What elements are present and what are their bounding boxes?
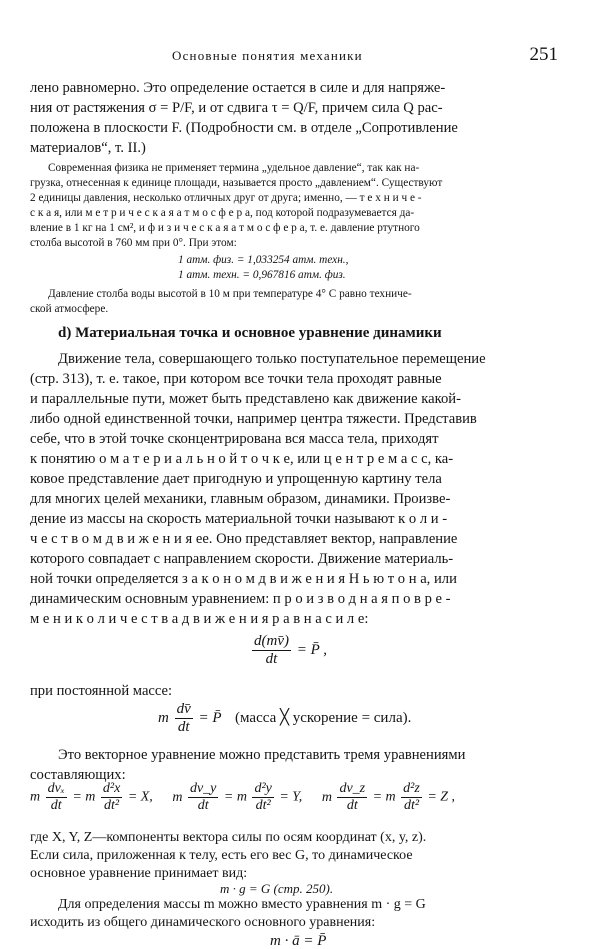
- eq3z-m: m: [321, 789, 332, 805]
- equation-momentum: [250, 634, 327, 667]
- para1-line-4: материалов“, т. II.): [30, 140, 146, 156]
- para2-line-10: ч е с т в о м д в и ж е н и я ее. Оно представляет вектор, направление: [30, 531, 458, 547]
- eq3y-m: m: [172, 789, 183, 805]
- eq3x-frac2: [101, 782, 122, 813]
- page-number: 251: [529, 44, 558, 65]
- eq3z-rhs: = Z ,: [427, 789, 456, 805]
- eq3y-frac1: [188, 782, 218, 813]
- eq3x-den2: dt²: [104, 798, 120, 813]
- note1-line-1: Современная физика не применяет термина „удельное давление“, так как на-: [48, 162, 420, 174]
- para2-line-11: которого совпадает с направлением скорости. Движение материаль-: [30, 551, 454, 567]
- eq2-comment: (масса ╳ ускорение = сила).: [235, 709, 412, 726]
- eq3z-frac1: [337, 782, 367, 813]
- eq3z-den2: dt²: [403, 798, 420, 813]
- eq3y-num2: d²y: [254, 781, 272, 796]
- eq1-denominator: dt: [265, 651, 278, 667]
- para2-line-6: к понятию о м а т е р и а л ь н о й т о ч к е, или ц е н т р е м а с с, ка-: [30, 451, 454, 467]
- text-constant-mass: при постоянной массе:: [30, 683, 173, 699]
- para3-line-2: составляющих:: [30, 767, 126, 783]
- eq3y-num1: dv_y: [189, 781, 217, 796]
- eq2-fraction: [175, 702, 193, 735]
- eq2-lead: m: [158, 709, 169, 726]
- para2-line-12: ной точки определяется з а к о н о м д в и ж е н и я Н ь ю т о н а, или: [30, 571, 457, 587]
- eq3y-eq: = m: [223, 789, 247, 805]
- eq3x-eq: = m: [72, 789, 96, 805]
- eq3z-num1: dv_z: [339, 781, 366, 796]
- eq2-denominator: dt: [177, 719, 190, 735]
- para2-line-9: дение из массы на скорость материальной точки называют к о л и -: [30, 511, 448, 527]
- para2-line-1: Движение тела, совершающего только поступательное перемещение: [58, 351, 486, 367]
- para2-line-2: (стр. 313), т. е. такое, при котором все точки тела проходят равные: [30, 371, 442, 387]
- page-header: [0, 46, 600, 66]
- eq3x-m: m: [30, 789, 41, 805]
- note2-line-2: ской атмосфере.: [30, 303, 109, 315]
- eq3y-den2: dt²: [255, 798, 271, 813]
- eq1-numerator: d(mv̄): [254, 633, 289, 649]
- eq3x-frac1: [46, 782, 67, 813]
- note1-line-2: грузка, отнесенная к единице площади, называется просто „давлением“. Существуют: [30, 177, 443, 189]
- note1-line-3: 2 единицы давления, несколько отличных друг от друга; именно, — т е х н и ч е -: [30, 192, 422, 204]
- eq3z-frac2: [401, 782, 422, 813]
- para2-line-5: себе, что в этой точке сконцентрирована вся масса тела, приходят: [30, 431, 439, 447]
- note1-line-5: вление в 1 кг на 1 см², и ф и з и ч е с к а я а т м о с ф е р а, т. е. давление ртутного: [30, 222, 420, 234]
- eq3y-den1: dt: [197, 798, 209, 813]
- equation-newton: [158, 702, 411, 735]
- equation-weight: m · g = G (стр. 250).: [220, 881, 334, 896]
- para1-line-1: лено равномерно. Это определение остается в силе и для напряже-: [30, 80, 446, 96]
- para4-line-2: Если сила, приложенная к телу, есть его вес G, то динамическое: [30, 848, 413, 863]
- eq2-rhs: = P̄: [198, 709, 222, 726]
- conversion-line-2: 1 атм. техн. = 0,967816 атм. физ.: [178, 269, 346, 281]
- eq3x-rhs: = X,: [127, 789, 153, 805]
- eq2-numerator: dv̄: [176, 701, 191, 717]
- para3-line-1: Это векторное уравнение можно представить тремя уравнениями: [58, 747, 466, 763]
- equation-components: [30, 782, 455, 813]
- para1-line-3: положена в плоскости F. (Подробности см. в отделе „Сопротивление: [30, 120, 458, 136]
- eq1-fraction: [252, 634, 291, 667]
- eq3z-eq: = m: [372, 789, 396, 805]
- eq1-rhs: = P̄ ,: [296, 641, 327, 658]
- eq3y-rhs: = Y,: [279, 789, 303, 805]
- eq3x-den1: dt: [50, 798, 62, 813]
- para2-line-4: либо одной единственной точки, например центра тяжести. Представив: [30, 411, 477, 427]
- para4-line-3: основное уравнение принимает вид:: [30, 866, 248, 881]
- equation-general: m · ā = P̄: [270, 933, 327, 949]
- eq3x-num1: dvₓ: [47, 781, 65, 796]
- note2-line-1: Давление столба воды высотой в 10 м при температуре 4° С равно техниче-: [48, 288, 412, 300]
- note1-line-6: столба высотой в 760 мм при 0°. При этом:: [30, 237, 237, 249]
- eq3z-den1: dt: [346, 798, 358, 813]
- eq3z-num2: d²z: [403, 781, 420, 796]
- para2-line-7: ковое представление дает пригодную и упрощенную картину тела: [30, 471, 442, 487]
- para1-line-2: ния от растяжения σ = P/F, и от сдвига τ = Q/F, причем сила Q рас-: [30, 100, 443, 116]
- para2-line-14: м е н и к о л и ч е с т в а д в и ж е н и я р а в н а с и л е:: [30, 611, 369, 627]
- conversion-line-1: 1 атм. физ. = 1,033254 атм. техн.,: [178, 254, 349, 266]
- para2-line-3: и параллельные пути, может быть представлено как движение какой-: [30, 391, 461, 407]
- eq3y-frac2: [252, 782, 273, 813]
- para2-line-8: для многих целей механики, главным образом, динамики. Произве-: [30, 491, 451, 507]
- para5-line-1: Для определения массы m можно вместо уравнения m · g = G: [58, 897, 426, 912]
- para5-line-2: исходить из общего динамического основного уравнения:: [30, 915, 376, 930]
- para2-line-13: динамическим основным уравнением: п р о и з в о д н а я п о в р е -: [30, 591, 451, 607]
- eq3x-num2: d²x: [102, 781, 121, 796]
- section-heading: d) Материальная точка и основное уравнение динамики: [58, 325, 442, 341]
- note1-line-4: с к а я, или м е т р и ч е с к а я а т м о с ф е р а, под которой подразумевается да-: [30, 207, 415, 219]
- running-title: Основные понятия механики: [172, 48, 363, 63]
- para4-line-1: где X, Y, Z—компоненты вектора силы по осям координат (x, y, z).: [30, 830, 427, 845]
